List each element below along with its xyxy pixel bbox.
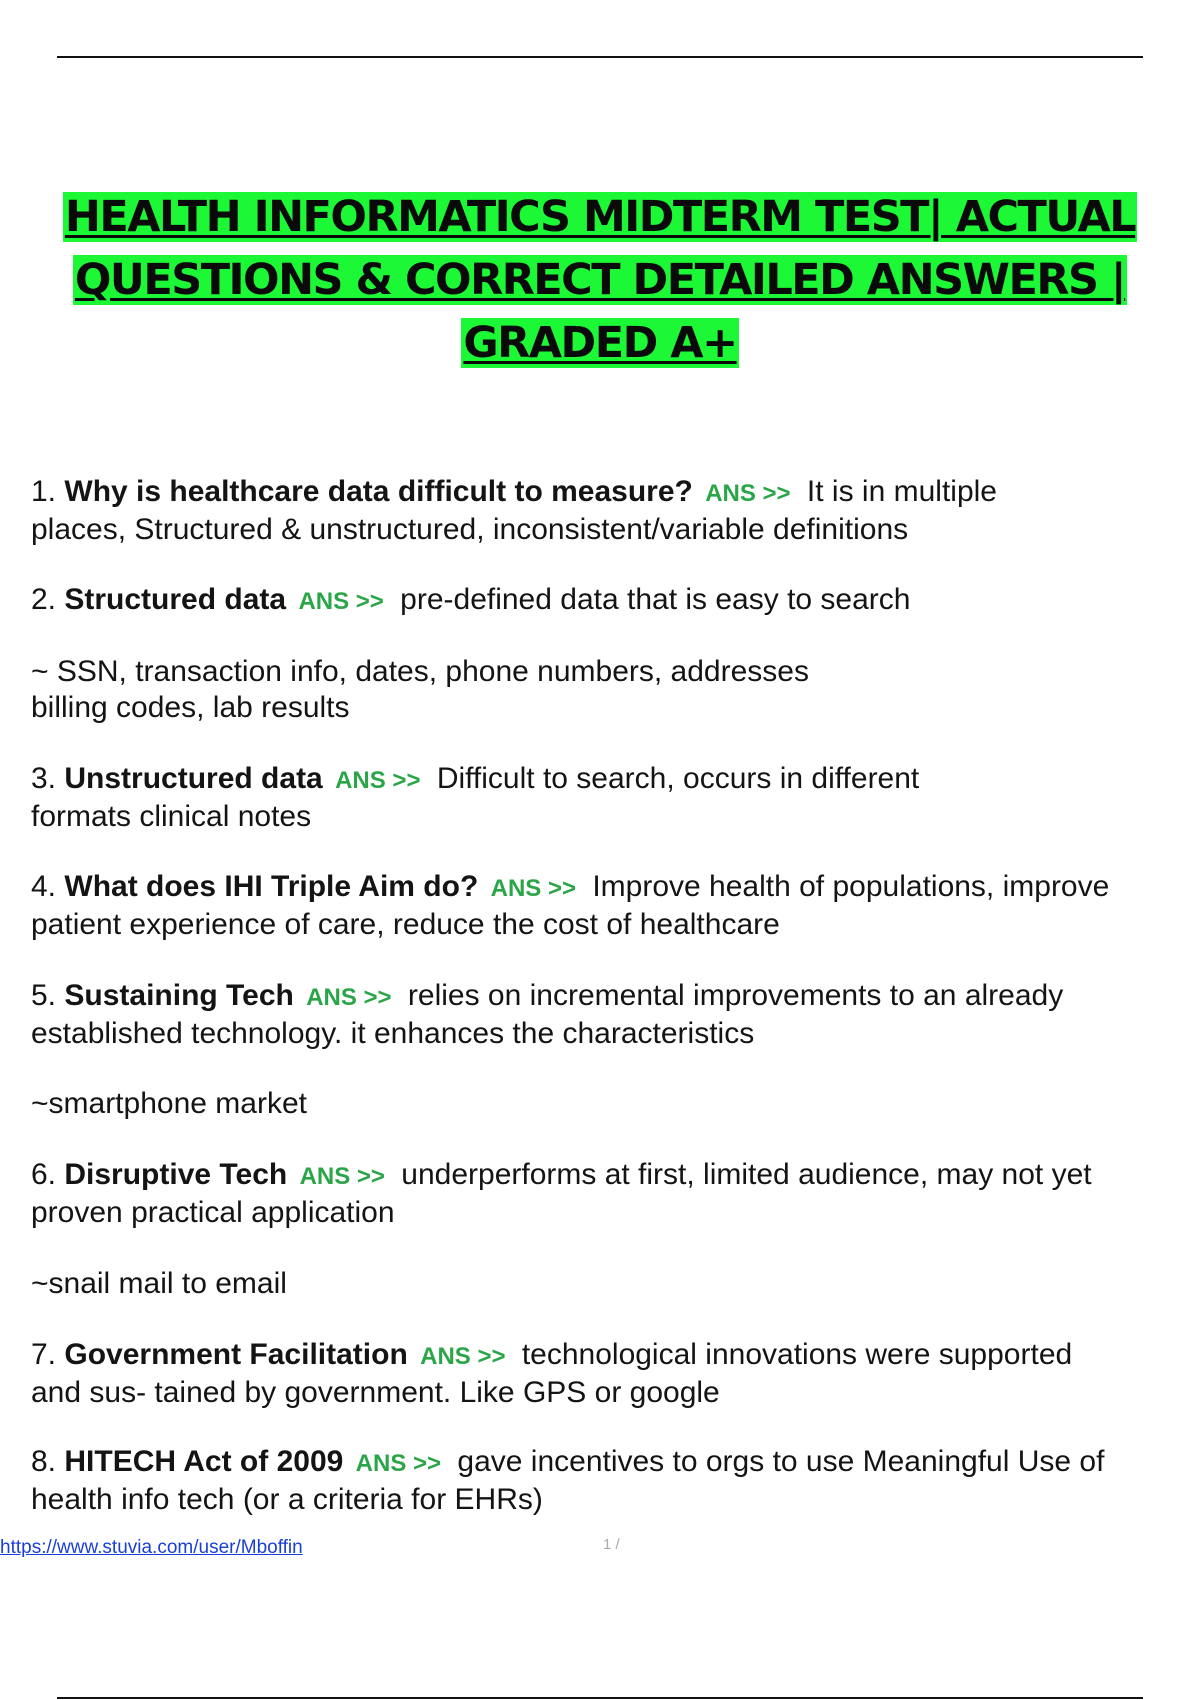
item-answer-cont: health info tech (or a criteria for EHRs) [31,1483,543,1516]
item-question: Unstructured data [64,762,323,795]
qa-item-6 [31,1157,1171,1231]
item-answer-cont: proven practical application [31,1196,395,1229]
item-number: 4. [31,870,57,903]
source-link[interactable]: https://www.stuvia.com/user/Mboffin [0,1537,303,1558]
qa-item-1 [31,474,1171,548]
item-answer: gave incentives to orgs to use Meaningful Use of [457,1445,1105,1478]
item-question: Why is healthcare data difficult to measure? [64,475,693,508]
qa-item-6-note [31,1266,287,1302]
item-answer: underperforms at first, limited audience, may not yet [401,1158,1092,1191]
item-question: HITECH Act of 2009 [64,1445,344,1478]
qa-item-7 [31,1337,1171,1411]
ans-marker: ANS >> [306,984,392,1011]
note-line: billing codes, lab results [31,691,350,724]
item-answer-cont: established technology. it enhances the characteristics [31,1017,755,1050]
document-title [40,186,1160,375]
ans-marker: ANS >> [490,875,576,902]
note-line: ~smartphone market [31,1087,307,1120]
item-number: 5. [31,979,57,1012]
item-answer-cont: and sus- tained by government. Like GPS or google [31,1376,720,1409]
qa-item-8 [31,1444,1171,1518]
item-number: 8. [31,1445,57,1478]
item-number: 6. [31,1158,57,1191]
item-answer: pre-defined data that is easy to search [400,583,911,616]
item-answer: Improve health of populations, improve [592,870,1110,903]
note-line: ~ SSN, transaction info, dates, phone numbers, addresses [31,655,809,688]
item-answer-cont: formats clinical notes [31,800,312,833]
bottom-rule [57,1697,1143,1699]
item-answer: technological innovations were supported [521,1338,1073,1371]
page-number: 1 / [603,1536,620,1553]
title-line-1: HEALTH INFORMATICS MIDTERM TEST| ACTUAL [64,192,1136,242]
ans-marker: ANS >> [298,588,384,615]
item-number: 2. [31,583,57,616]
title-line-3: GRADED A+ [463,318,737,368]
ans-marker: ANS >> [420,1343,506,1370]
note-line: ~snail mail to email [31,1267,287,1300]
ans-marker: ANS >> [335,767,421,794]
qa-item-2-note [31,654,809,726]
item-question: Structured data [64,583,287,616]
item-question: What does IHI Triple Aim do? [64,870,479,903]
title-line-2: QUESTIONS & CORRECT DETAILED ANSWERS | [74,255,1126,305]
item-answer: It is in multiple [806,475,997,508]
item-answer-cont: patient experience of care, reduce the cost of healthcare [31,908,780,941]
qa-item-5 [31,978,1171,1052]
ans-marker: ANS >> [355,1450,442,1477]
item-number: 1. [31,475,57,508]
item-answer-cont: places, Structured & unstructured, inconsistent/variable definitions [31,513,909,546]
item-number: 3. [31,762,57,795]
item-number: 7. [31,1338,57,1371]
item-question: Sustaining Tech [64,979,294,1012]
qa-item-3 [31,761,1171,835]
item-question: Government Facilitation [64,1338,408,1371]
item-answer: relies on incremental improvements to an already [407,979,1064,1012]
qa-item-4 [31,869,1171,943]
top-rule [57,56,1143,58]
qa-item-2 [31,582,1171,620]
item-question: Disruptive Tech [64,1158,288,1191]
qa-item-5-note [31,1086,307,1122]
ans-marker: ANS >> [705,480,791,507]
ans-marker: ANS >> [299,1163,385,1190]
item-answer: Difficult to search, occurs in different [436,762,920,795]
